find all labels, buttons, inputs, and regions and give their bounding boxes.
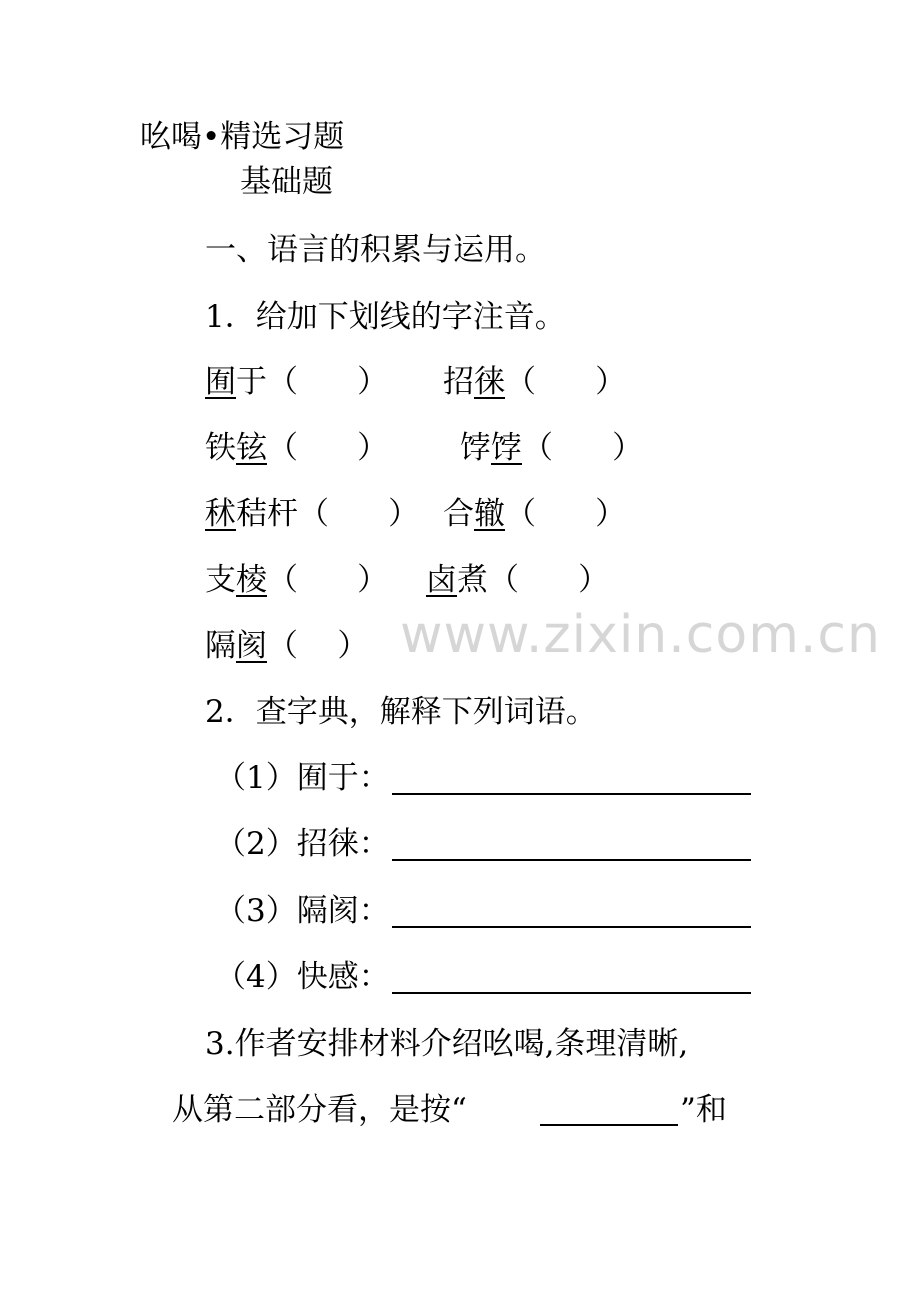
answer-blank[interactable] [392, 992, 751, 994]
pinyin-item: 铁铉（ ） [205, 430, 389, 466]
pinyin-item: 隔阂（ ） [205, 628, 369, 664]
answer-blank[interactable] [540, 1124, 678, 1126]
question-3-line-2-end: ”和 [680, 1092, 727, 1128]
pinyin-item: 卤煮（ ） [426, 562, 610, 598]
definition-label: （3）隔阂： [215, 893, 390, 929]
underlined-char: 辙 [474, 496, 505, 532]
watermark: www.zixin.com.cn [400, 605, 881, 665]
underlined-char: 铉 [236, 430, 267, 466]
underlined-char: 棱 [236, 562, 267, 598]
pinyin-item: 招徕（ ） [443, 364, 627, 400]
underlined-char: 秫 [205, 496, 236, 532]
definition-label: （2）招徕： [215, 826, 390, 862]
underlined-char: 囿 [205, 364, 236, 400]
pinyin-item: 支棱（ ） [205, 562, 389, 598]
pinyin-item: 合辙（ ） [443, 496, 627, 532]
pinyin-item: 秫秸杆（ ） [205, 496, 420, 532]
section-subtitle: 基础题 [240, 164, 333, 200]
question-3-line-2-start: 从第二部分看，是按“ [172, 1092, 467, 1128]
question-2-prompt: 2．查字典，解释下列词语。 [205, 694, 597, 730]
answer-blank[interactable] [392, 859, 751, 861]
page-title: 吆喝•精选习题 [140, 119, 345, 155]
question-3-line-1: 3.作者安排材料介绍吆喝,条理清晰, [205, 1026, 689, 1062]
answer-blank[interactable] [392, 926, 751, 928]
section-heading: 一、语言的积累与运用。 [205, 232, 546, 268]
underlined-char: 阂 [236, 628, 267, 664]
definition-label: （1）囿于： [215, 760, 390, 796]
underlined-char: 卤 [426, 562, 457, 598]
underlined-char: 徕 [474, 364, 505, 400]
pinyin-item: 饽饽（ ） [460, 430, 644, 466]
definition-label: （4）快感： [215, 959, 390, 995]
answer-blank[interactable] [392, 793, 751, 795]
underlined-char: 饽 [491, 430, 522, 466]
question-1-prompt: 1．给加下划线的字注音。 [205, 299, 566, 335]
pinyin-item: 囿于（ ） [205, 364, 389, 400]
